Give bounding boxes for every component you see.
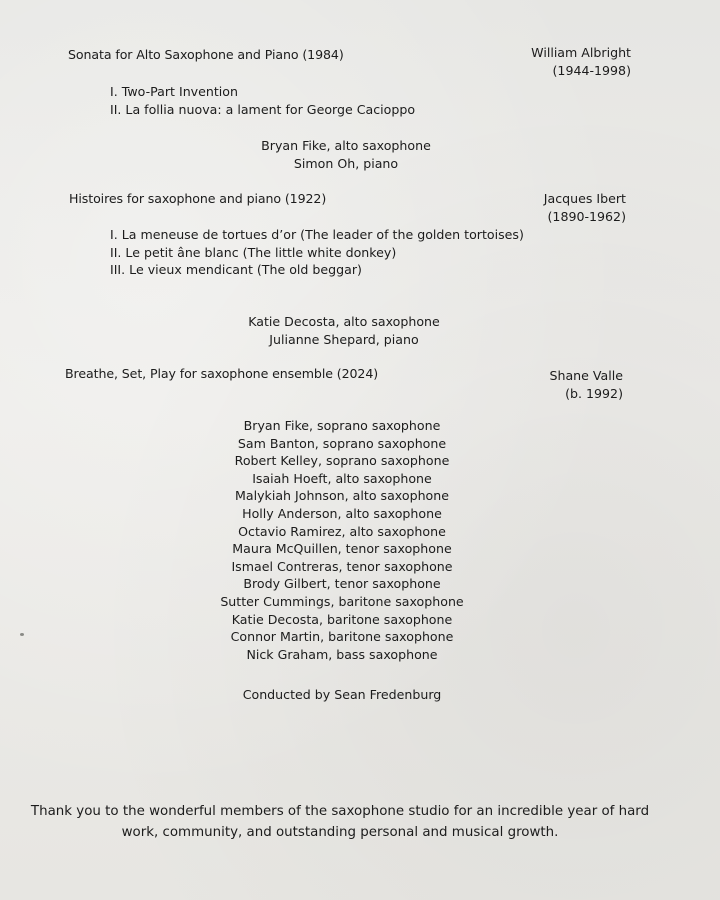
piece-1-composer: William Albright	[531, 45, 631, 60]
piece-2-performer-1: Katie Decosta, alto saxophone	[248, 314, 440, 329]
paper-speck	[20, 633, 24, 636]
piece-1-movements	[110, 83, 415, 118]
ensemble-member: Sutter Cummings, baritone saxophone	[220, 593, 464, 609]
piece-1-dates: (1944-1998)	[552, 62, 631, 78]
piece-3-composer: Shane Valle	[549, 368, 623, 383]
piece-2-title: Histoires for saxophone and piano (1922)	[69, 191, 327, 206]
ensemble-member: Katie Decosta, baritone saxophone	[231, 611, 453, 627]
ensemble-member: Maura McQuillen, tenor saxophone	[232, 541, 452, 557]
piece-1-composer-block	[531, 44, 631, 79]
piece-2-movement-1: I. La meneuse de tortues d’or (The leader of the golden tortoises)	[110, 227, 524, 242]
ensemble-member: Sam Banton, soprano saxophone	[237, 435, 447, 451]
piece-1-performers	[246, 137, 446, 172]
piece-2-performer-2: Julianne Shepard, piano	[269, 331, 419, 347]
thank-you-line-2: work, community, and outstanding personal and musical growth.	[121, 825, 559, 840]
piece-2-composer-block	[544, 190, 626, 225]
thank-you-line-1: Thank you to the wonderful members of the saxophone studio for an incredible year of hard	[30, 804, 650, 819]
ensemble-member: Octavio Ramirez, alto saxophone	[238, 523, 446, 539]
piece-2-performers	[233, 313, 455, 348]
piece-1-movement-2: II. La follia nuova: a lament for George Cacioppo	[110, 101, 416, 117]
ensemble-member: Bryan Fike, soprano saxophone	[243, 418, 441, 433]
piece-1-performer-2: Simon Oh, piano	[293, 155, 399, 171]
piece-2-movement-2: II. Le petit âne blanc (The little white donkey)	[110, 244, 397, 260]
piece-2-composer: Jacques Ibert	[543, 191, 626, 206]
ensemble-member: Brody Gilbert, tenor saxophone	[243, 576, 441, 592]
piece-1-title: Sonata for Alto Saxophone and Piano (1984)	[68, 47, 344, 62]
piece-3-conductor	[222, 686, 462, 704]
ensemble-member: Ismael Contreras, tenor saxophone	[231, 558, 453, 574]
piece-1-performer-1: Bryan Fike, alto saxophone	[261, 138, 431, 153]
ensemble-member: Isaiah Hoeft, alto saxophone	[252, 470, 432, 486]
ensemble-member: Holly Anderson, alto saxophone	[242, 505, 442, 521]
piece-2-dates: (1890-1962)	[547, 208, 626, 224]
piece-3-performers	[212, 417, 472, 663]
piece-2-movement-3: III. Le vieux mendicant (The old beggar)	[110, 262, 362, 278]
conductor-credit: Conducted by Sean Fredenburg	[242, 687, 442, 702]
piece-2-movements	[110, 226, 524, 279]
ensemble-member: Malykiah Johnson, alto saxophone	[235, 488, 449, 504]
piece-3-composer-block	[549, 367, 623, 402]
ensemble-member: Nick Graham, bass saxophone	[246, 646, 438, 662]
piece-1-movement-1: I. Two-Part Invention	[110, 84, 238, 99]
piece-3-title: Breathe, Set, Play for saxophone ensemble (2024)	[65, 366, 379, 381]
ensemble-member: Connor Martin, baritone saxophone	[230, 629, 454, 645]
piece-3-dates: (b. 1992)	[565, 385, 623, 401]
ensemble-member: Robert Kelley, soprano saxophone	[234, 453, 450, 469]
thank-you-note	[30, 801, 650, 843]
